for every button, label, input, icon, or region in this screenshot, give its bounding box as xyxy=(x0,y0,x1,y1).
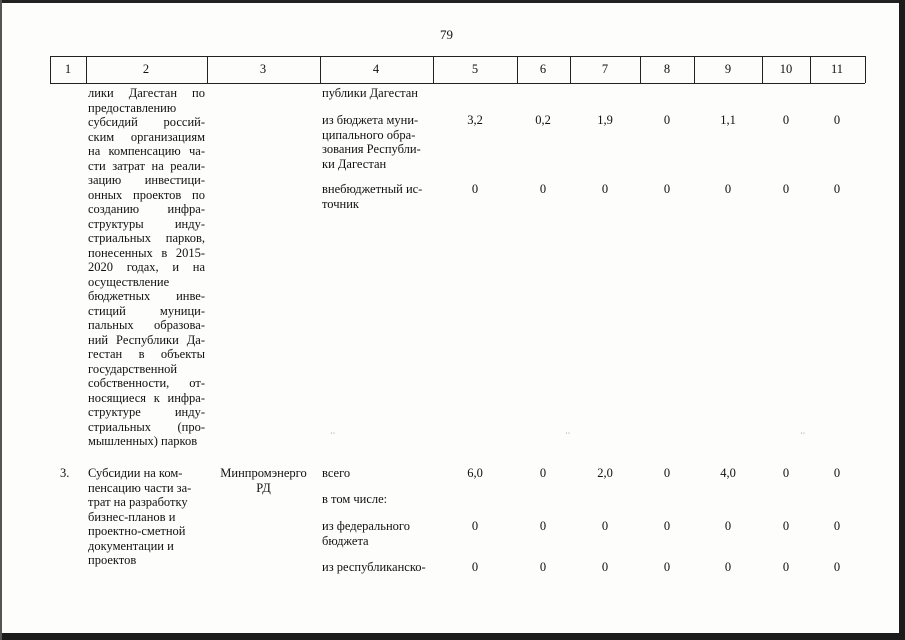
table-top-rule xyxy=(50,56,865,57)
scan-speck: ˙˙ xyxy=(800,431,806,440)
description-line: понесенных в 2015- xyxy=(88,245,205,260)
description-line: стриальных парков, xyxy=(88,231,205,245)
value-cell: 0 xyxy=(782,113,790,127)
value-cell: 0 xyxy=(724,560,732,574)
col-divider xyxy=(810,56,811,83)
description-line: ским организациям xyxy=(88,129,205,144)
value-cell: 0 xyxy=(782,182,790,196)
description-line: проектов xyxy=(88,553,137,567)
description-line: предоставлению xyxy=(88,100,177,115)
col-divider xyxy=(433,56,434,83)
description-line: проектно-сметной xyxy=(88,524,186,538)
value-cell: 0 xyxy=(782,466,790,480)
description-line: государственной xyxy=(88,361,178,376)
source-line: точник xyxy=(322,196,359,211)
value-cell: 0 xyxy=(601,560,609,574)
source-federal xyxy=(322,519,434,548)
header-col-6: 6 xyxy=(539,62,547,76)
value-cell: 0 xyxy=(833,519,841,533)
value-cell: 4,0 xyxy=(720,466,736,480)
description-line: Субсидии на ком- xyxy=(88,466,183,480)
value-cell: 0 xyxy=(663,560,671,574)
value-cell: 0 xyxy=(539,182,547,196)
col-divider xyxy=(517,56,518,83)
col-divider xyxy=(865,56,866,83)
value-cell: 0 xyxy=(663,182,671,196)
description-line: гестан в объекты xyxy=(88,347,205,361)
col-divider xyxy=(762,56,763,83)
description-line: осуществление xyxy=(88,274,170,289)
col-divider xyxy=(640,56,641,83)
description-line: созданию инфра- xyxy=(88,202,205,216)
continued-description xyxy=(88,86,205,449)
value-cell: 0 xyxy=(833,182,841,196)
value-cell: 2,0 xyxy=(597,466,613,480)
value-cell: 0 xyxy=(663,519,671,533)
row-number: 3. xyxy=(60,466,70,480)
value-cell: 0 xyxy=(471,560,479,574)
description-line: бизнес-планов и xyxy=(88,509,176,524)
col-divider xyxy=(570,56,571,83)
value-cell: 0 xyxy=(833,113,841,127)
value-cell: 0 xyxy=(663,113,671,127)
header-col-3: 3 xyxy=(259,62,267,76)
row3-executor xyxy=(209,466,318,495)
scan-border-bottom xyxy=(0,633,905,640)
value-cell: 0 xyxy=(663,466,671,480)
description-line: пальных образова- xyxy=(88,318,205,332)
description-line: сти затрат на реали- xyxy=(88,158,205,173)
value-cell: 0 xyxy=(782,560,790,574)
description-line: бюджетных инве- xyxy=(88,289,205,303)
scan-border-left xyxy=(0,0,2,640)
scan-speck: ˙˙ xyxy=(565,431,571,440)
col-divider xyxy=(320,56,321,83)
description-line: документации и xyxy=(88,538,174,553)
value-cell: 0 xyxy=(539,466,547,480)
value-cell: 3,2 xyxy=(467,113,483,127)
description-line: субсидий россий- xyxy=(88,115,205,129)
value-cell: 0 xyxy=(601,519,609,533)
source-extrabudgetary xyxy=(322,182,434,211)
value-cell: 0,2 xyxy=(535,113,551,127)
description-line: пенсацию части за- xyxy=(88,480,192,495)
row3-description xyxy=(88,466,208,568)
scan-border-top xyxy=(0,0,905,3)
description-line: структуры инду- xyxy=(88,216,205,231)
description-line: зацию инвестици- xyxy=(88,173,205,187)
header-col-7: 7 xyxy=(601,62,609,76)
source-line: внебюджетный ис- xyxy=(322,182,423,196)
value-cell: 0 xyxy=(724,519,732,533)
source-line: ки Дагестан xyxy=(322,156,387,171)
description-line: ний Республики Да- xyxy=(88,332,205,347)
source-republican: из республиканско- xyxy=(322,560,426,574)
source-including: в том числе: xyxy=(322,492,388,506)
header-col-4: 4 xyxy=(372,62,380,76)
value-cell: 0 xyxy=(833,466,841,480)
description-line: онных проектов по xyxy=(88,187,205,202)
header-col-9: 9 xyxy=(724,62,732,76)
scan-border-right xyxy=(899,0,905,640)
header-col-5: 5 xyxy=(471,62,479,76)
source-continued: публики Дагестан xyxy=(322,86,418,100)
value-cell: 0 xyxy=(782,519,790,533)
value-cell: 0 xyxy=(601,182,609,196)
description-line: мышленных) парков xyxy=(88,434,198,448)
col-divider xyxy=(207,56,208,83)
executor-line: Минпромэнерго xyxy=(220,466,307,480)
description-line: трат на разработку xyxy=(88,495,188,509)
value-cell: 1,9 xyxy=(597,113,613,127)
value-cell: 0 xyxy=(833,560,841,574)
source-line: из бюджета муни- xyxy=(322,113,419,127)
value-cell: 0 xyxy=(724,182,732,196)
header-col-1: 1 xyxy=(64,62,72,76)
page-number: 79 xyxy=(440,27,453,42)
value-cell: 0 xyxy=(539,519,547,533)
description-line: 2020 годах, и на xyxy=(88,260,205,274)
header-col-10: 10 xyxy=(779,62,793,76)
value-cell: 0 xyxy=(539,560,547,574)
header-col-11: 11 xyxy=(830,62,844,76)
header-col-8: 8 xyxy=(663,62,671,76)
source-total: всего xyxy=(322,466,351,480)
source-line: ципального обра- xyxy=(322,127,416,142)
description-line: структуре инду- xyxy=(88,405,205,419)
source-line: из федерального xyxy=(322,519,410,533)
source-line: бюджета xyxy=(322,533,369,548)
description-line: лики Дагестан по xyxy=(88,86,205,100)
description-line: носящиеся к инфра- xyxy=(88,390,205,405)
executor-line: РД xyxy=(256,480,271,495)
value-cell: 0 xyxy=(471,182,479,196)
value-cell: 0 xyxy=(471,519,479,533)
description-line: стиций муници- xyxy=(88,303,205,318)
description-line: на компенсацию ча- xyxy=(88,144,205,158)
table-header-rule xyxy=(50,83,865,84)
value-cell: 6,0 xyxy=(467,466,483,480)
description-line: собственности, от- xyxy=(88,376,205,390)
value-cell: 1,1 xyxy=(720,113,736,127)
source-municipal xyxy=(322,113,434,171)
scan-speck: ˙˙ xyxy=(330,431,336,440)
col-divider xyxy=(694,56,695,83)
header-col-2: 2 xyxy=(142,62,150,76)
source-line: зования Республи- xyxy=(322,142,421,156)
description-line: стриальных (про- xyxy=(88,419,205,434)
